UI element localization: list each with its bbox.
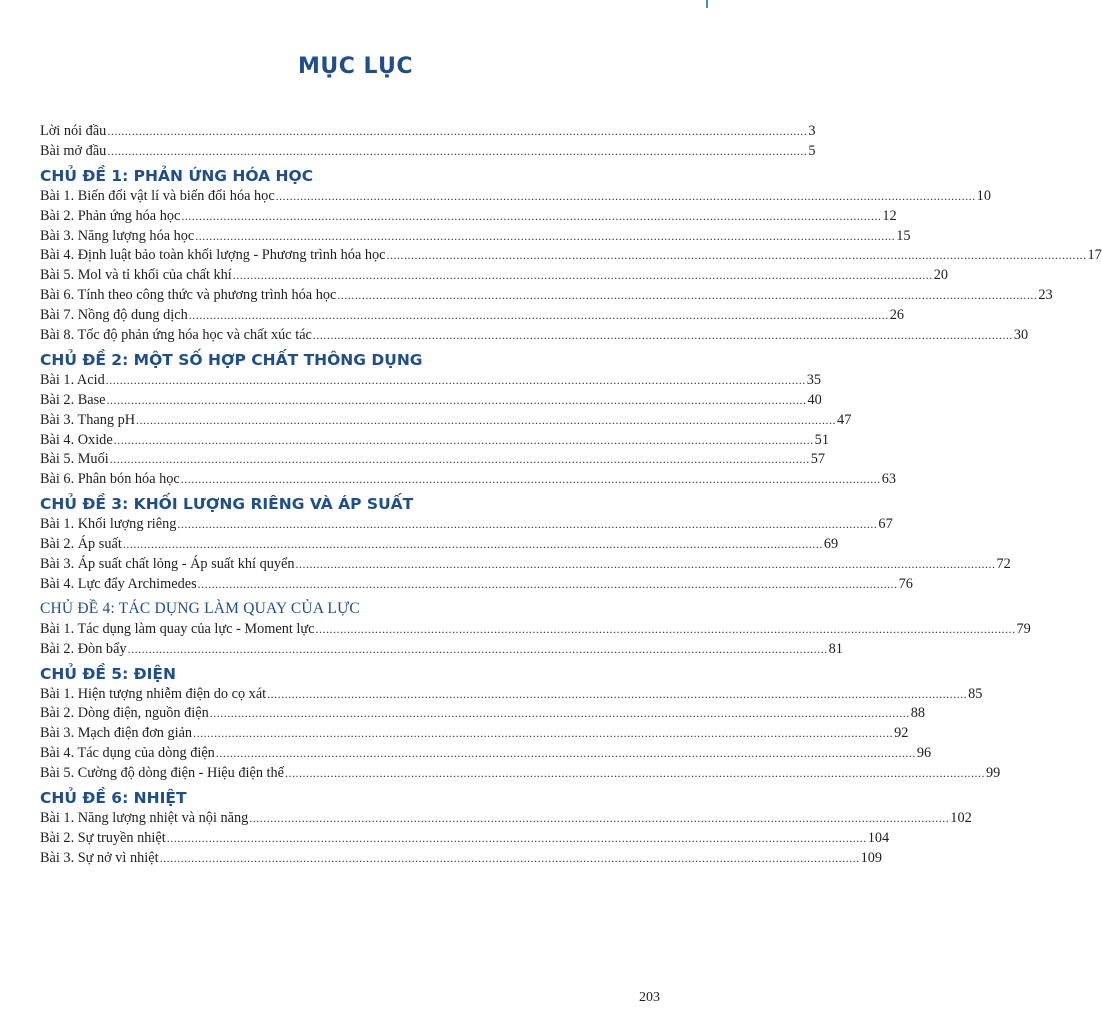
toc-entry-page: 57 (810, 451, 826, 468)
toc-entry-label: Bài 8. Tốc độ phản ứng hóa học và chất xúc tác (40, 327, 312, 344)
dot-leader: ........................................................................................................................................................................................................ (181, 208, 882, 223)
dot-leader: ........................................................................................................................................................................................................ (315, 621, 1016, 636)
toc-entry-label: Bài 1. Năng lượng nhiệt và nội năng (40, 810, 249, 827)
toc-entry-page: 96 (916, 745, 932, 762)
toc-entry-page: 51 (814, 431, 829, 448)
dot-leader: ........................................................................................................................................................................................................ (267, 686, 968, 701)
toc-entry-page: 85 (968, 685, 983, 702)
toc-entry[interactable] (40, 704, 926, 724)
dot-leader: ........................................................................................................................................................................................................ (113, 432, 814, 447)
toc-entry-page: 15 (896, 227, 911, 244)
toc-entry-label: Bài 5. Cường độ dòng điện - Hiệu điện thế (40, 765, 285, 782)
page-number: 203 (639, 990, 660, 1005)
toc-entry-label: Bài 3. Áp suất chất lỏng - Áp suất khí quyển (40, 556, 295, 573)
toc-entry-label: Bài 2. Đòn bẩy (40, 640, 127, 657)
toc-entry-label: Bài 1. Khối lượng riêng (40, 516, 177, 533)
toc-entry[interactable] (40, 431, 829, 451)
toc-entry[interactable] (40, 371, 822, 391)
toc-entry[interactable] (40, 411, 852, 431)
dot-leader: ........................................................................................................................................................................................................ (180, 472, 881, 487)
toc-entry-label: Bài 6. Tính theo công thức và phương trình hóa học (40, 287, 337, 304)
dot-leader: ........................................................................................................................................................................................................ (312, 328, 1013, 343)
toc-entry-page: 30 (1013, 327, 1029, 344)
toc-entry[interactable] (40, 470, 897, 490)
toc-entry[interactable] (40, 515, 893, 535)
toc-entry-page: 63 (881, 471, 897, 488)
toc-entry-label: Bài 4. Lực đẩy Archimedes (40, 575, 197, 592)
toc-entry-label: Bài 2. Sự truyền nhiệt (40, 829, 166, 846)
toc-entry[interactable] (40, 326, 1029, 346)
toc-entry[interactable] (40, 306, 905, 326)
topic-heading: CHỦ ĐỀ 4: TÁC DỤNG LÀM QUAY CỦA LỰC (40, 599, 360, 617)
toc-entry-label: Bài 3. Mạch điện đơn giản (40, 725, 193, 742)
dot-leader: ........................................................................................................................................................................................................ (188, 308, 889, 323)
toc-entry-label: Lời nói đầu (40, 123, 107, 139)
toc-entry[interactable] (40, 849, 883, 869)
toc-entry-label: Bài 4. Định luật bảo toàn khối lượng - Phương trình hóa học (40, 247, 386, 264)
toc-entry-preface[interactable] (40, 122, 816, 142)
toc-entry-label: Bài 7. Nồng độ dung dịch (40, 307, 188, 324)
topic-heading: CHỦ ĐỀ 5: ĐIỆN (40, 664, 176, 683)
toc-entry-page: 12 (882, 207, 897, 224)
toc-entry[interactable] (40, 640, 843, 660)
toc-entry[interactable] (40, 724, 909, 744)
dot-leader: ........................................................................................................................................................................................................ (197, 576, 898, 591)
dot-leader: ........................................................................................................................................................................................................ (193, 726, 894, 741)
toc-entry-label: Bài 4. Tác dụng của dòng điện (40, 745, 215, 762)
toc-entry[interactable] (40, 450, 826, 470)
toc-entry-label: Bài 6. Phân bón hóa học (40, 471, 180, 488)
toc-entry[interactable] (40, 187, 991, 207)
dot-leader: ........................................................................................................................................................................................................ (209, 706, 910, 721)
toc-entry[interactable] (40, 620, 1031, 640)
dot-leader: ........................................................................................................................................................................................................ (109, 452, 810, 467)
dot-leader: ........................................................................................................................................................................................................ (215, 746, 916, 761)
topic-heading: CHỦ ĐỀ 3: KHỐI LƯỢNG RIÊNG VÀ ÁP SUẤT (40, 495, 414, 514)
toc-entry[interactable] (40, 266, 949, 286)
toc-entry[interactable] (40, 685, 983, 705)
toc-entry-page: 3 (808, 123, 816, 139)
dot-leader: ........................................................................................................................................................................................................ (177, 517, 878, 532)
toc-entry-page: 76 (898, 575, 913, 592)
table-of-contents (40, 122, 1102, 869)
toc-entry[interactable] (40, 829, 890, 849)
toc-entry-page: 26 (889, 307, 905, 324)
toc-entry[interactable] (40, 227, 911, 247)
toc-entry-page: 35 (806, 371, 822, 388)
topic-heading: CHỦ ĐỀ 1: PHẢN ỨNG HÓA HỌC (40, 166, 314, 185)
toc-entry-label: Bài 3. Năng lượng hóa học (40, 227, 195, 244)
toc-entry-label: Bài 2. Dòng điện, nguồn điện (40, 705, 209, 722)
toc-entry-page: 20 (933, 267, 949, 284)
dot-leader: ........................................................................................................................................................................................................ (159, 850, 860, 865)
dot-leader: ........................................................................................................................................................................................................ (232, 268, 933, 283)
dot-leader: ........................................................................................................................................................................................................ (107, 143, 808, 158)
dot-leader: ........................................................................................................................................................................................................ (106, 392, 807, 407)
toc-entry-page: 23 (1038, 287, 1053, 304)
toc-entry-page: 5 (808, 142, 816, 159)
dot-leader: ........................................................................................................................................................................................................ (122, 537, 823, 552)
dot-leader: ........................................................................................................................................................................................................ (107, 124, 808, 138)
toc-entry-page: 72 (996, 556, 1011, 573)
toc-entry-page: 79 (1016, 620, 1031, 637)
toc-entry[interactable] (40, 391, 822, 411)
dot-leader: ........................................................................................................................................................................................................ (386, 248, 1087, 263)
toc-entry-page: 88 (910, 705, 926, 722)
toc-entry[interactable] (40, 535, 839, 555)
toc-entry-page: 17 (1087, 247, 1102, 264)
toc-entry-page: 10 (976, 187, 991, 204)
toc-entry-page: 92 (894, 725, 909, 742)
toc-entry-label: Bài 1. Hiện tượng nhiễm điện do cọ xát (40, 685, 267, 702)
dot-leader: ........................................................................................................................................................................................................ (127, 641, 828, 656)
toc-entry-introduction[interactable] (40, 142, 816, 162)
toc-entry[interactable] (40, 744, 932, 764)
toc-entry-label: Bài 5. Muối (40, 451, 109, 468)
toc-entry-label: Bài 4. Oxide (40, 431, 113, 448)
dot-leader: ........................................................................................................................................................................................................ (166, 830, 867, 845)
toc-entry[interactable] (40, 764, 1001, 784)
toc-entry[interactable] (40, 575, 913, 595)
toc-entry-page: 69 (823, 536, 839, 553)
toc-entry-page: 81 (828, 640, 843, 657)
toc-entry-label: Bài 1. Biến đổi vật lí và biến đổi hóa học (40, 187, 275, 204)
toc-entry[interactable] (40, 286, 1053, 306)
toc-entry[interactable] (40, 207, 897, 227)
toc-entry-label: Bài 3. Sự nở vì nhiệt (40, 849, 159, 866)
toc-entry-page: 102 (950, 810, 972, 827)
dot-leader: ........................................................................................................................................................................................................ (295, 557, 996, 572)
dot-leader: ........................................................................................................................................................................................................ (195, 228, 896, 243)
toc-entry-label: Bài 2. Phản ứng hóa học (40, 207, 181, 224)
toc-entry-page: 104 (867, 829, 890, 846)
toc-entry-label: Bài 3. Thang pH (40, 411, 136, 428)
toc-entry-label: Bài 5. Mol và tỉ khối của chất khí (40, 267, 232, 284)
toc-entry[interactable] (40, 246, 1102, 266)
dot-leader: ........................................................................................................................................................................................................ (105, 372, 806, 387)
toc-entry-page: 99 (986, 765, 1001, 782)
toc-entry-label: Bài 2. Base (40, 391, 106, 408)
toc-entry-page: 67 (878, 516, 893, 533)
toc-entry-page: 40 (807, 391, 822, 408)
dot-leader: ........................................................................................................................................................................................................ (285, 766, 986, 781)
toc-entry[interactable] (40, 555, 1011, 575)
dot-leader: ........................................................................................................................................................................................................ (249, 811, 950, 826)
dot-leader: ........................................................................................................................................................................................................ (136, 412, 837, 427)
toc-entry-label: Bài 1. Acid (40, 371, 105, 388)
topic-heading: CHỦ ĐỀ 2: MỘT SỐ HỢP CHẤT THÔNG DỤNG (40, 350, 423, 369)
dot-leader: ........................................................................................................................................................................................................ (275, 188, 976, 203)
topic-heading: CHỦ ĐỀ 6: NHIỆT (40, 789, 187, 808)
toc-entry-label: Bài 1. Tác dụng làm quay của lực - Moment lực (40, 620, 315, 637)
toc-entry-page: 47 (837, 411, 852, 428)
page-title: MỤC LỤC (297, 54, 414, 79)
dot-leader: ........................................................................................................................................................................................................ (337, 288, 1038, 303)
toc-entry-page: 109 (860, 849, 883, 866)
edge-mark (706, 0, 708, 8)
toc-entry[interactable] (40, 809, 972, 829)
toc-entry-label: Bài mở đầu (40, 142, 107, 159)
toc-entry-label: Bài 2. Áp suất (40, 536, 122, 553)
